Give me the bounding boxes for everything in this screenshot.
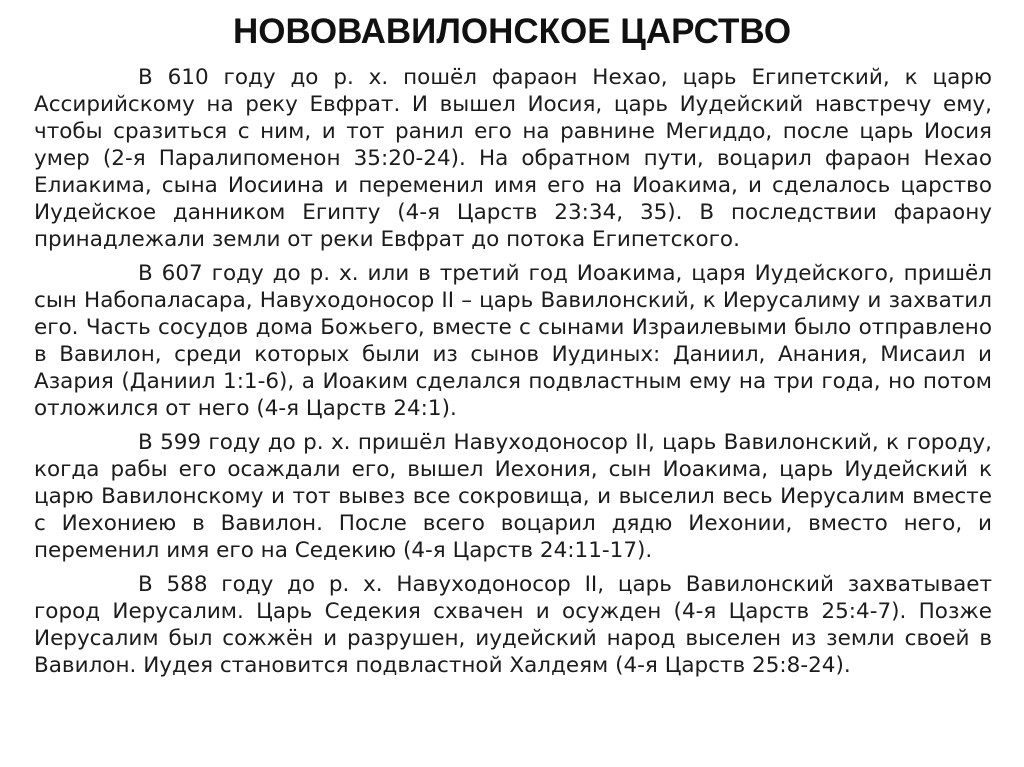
- paragraph-599: В 599 году до р. х. пришёл Навуходоносор II, царь Вавилонский, к городу, когда рабы его осаждали его, вышел Иехония, сын Иоакима, царь Иудейский к царю Вавилонскому и тот вывез все сокровища, и выселил весь Иерусалим вместе с Иехониею в Вавилон. После всего воцарил дядю Иехонии, вместо него, и переменил имя его на Седекию (4-я Царств 24:11-17).: [34, 430, 992, 563]
- paragraph-610: В 610 году до р. х. пошёл фараон Нехао, царь Египетский, к царю Ассирийскому на реку Евфрат. И вышел Иосия, царь Иудейский навстречу ему, чтобы сразиться с ним, и тот ранил его на равнине Мегиддо, после царь Иосия умер (2-я Паралипоменон 35:20-24). На обратном пути, воцарил фараон Нехао Елиакима, сына Иосиина и переменил имя его на Иоакима, и сделалось царство Иудейское данником Египту (4-я Царств 23:34, 35). В последствии фараону принадлежали земли от реки Евфрат до потока Египетского.: [34, 65, 992, 252]
- paragraph-607: В 607 году до р. х. или в третий год Иоакима, царя Иудейского, пришёл сын Набопаласара, Навуходоносор II – царь Вавилонский, к Иерусалиму и захватил его. Часть сосудов дома Божьего, вместе с сынами Израилевыми было отправлено в Вавилон, среди которых были из сынов Иудиных: Даниил, Анания, Мисаил и Азария (Даниил 1:1-6), а Иоаким сделался подвластным ему на три года, но потом отложился от него (4-я Царств 24:1).: [34, 261, 992, 421]
- paragraph-588: В 588 году до р. х. Навуходоносор II, царь Вавилонский захватывает город Иерусалим. Царь Седекия схвачен и осужден (4-я Царств 25:4-7). Позже Иерусалим был сожжён и разрушен, иудейский народ выселен из земли своей в Вавилон. Иудея становится подвластной Халдеям (4-я Царств 25:8-24).: [34, 572, 992, 678]
- slide-title: НОВОВАВИЛОНСКОЕ ЦАРСТВО: [232, 12, 792, 51]
- slide-body: [34, 64, 992, 686]
